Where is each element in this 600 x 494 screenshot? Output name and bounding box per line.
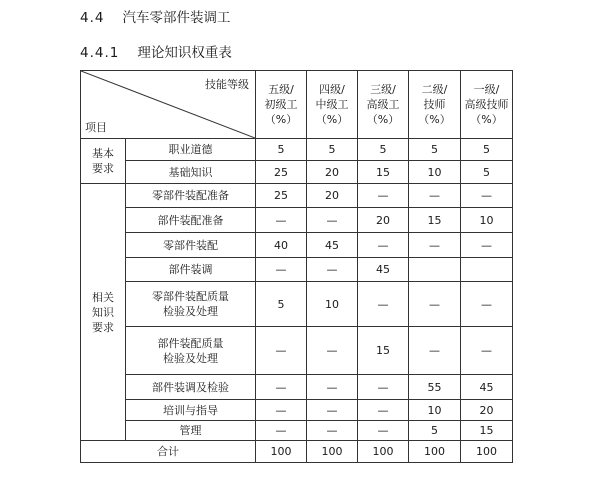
cell-value [461,258,513,282]
level-line: 技师 [423,98,446,111]
cell-value: 40 [256,233,307,258]
cell-value: 5 [307,139,358,161]
cell-value: 20 [307,161,358,184]
row-item: 零部件装配 [126,233,256,258]
row-item: 部件装调 [126,258,256,282]
header-corner-cell [81,71,256,139]
cell-value: 55 [409,375,461,400]
cell-value: — [409,282,461,327]
table-header-row [81,71,513,139]
header-item-label: 项目 [85,121,107,134]
row-item-line: 检验及处理 [163,305,218,318]
cell-value: 5 [256,282,307,327]
level-header-3 [358,71,409,139]
cell-value: — [256,421,307,441]
category-basic-requirements [81,139,126,184]
level-line: 中级工 [315,98,349,111]
category-line: 要求 [92,162,114,175]
cell-value: 20 [358,208,409,233]
cell-value: — [256,258,307,282]
header-skill-level-label: 技能等级 [205,78,249,91]
cell-value: 45 [461,375,513,400]
level-line: 三级/ [370,83,396,96]
level-line: 初级工 [264,98,298,111]
cell-value: 5 [461,139,513,161]
cell-value: 20 [307,184,358,208]
level-line: （%） [470,113,503,126]
cell-value: 10 [409,161,461,184]
cell-value: — [461,282,513,327]
cell-value: 10 [409,400,461,421]
level-line: 二级/ [421,83,448,96]
cell-value: — [358,375,409,400]
cell-value: — [461,327,513,375]
total-value: 100 [358,441,409,463]
level-header-5 [461,71,513,139]
level-line: （%） [264,113,298,126]
cell-value: — [358,400,409,421]
row-item-line: 部件装配质量 [157,336,224,350]
cell-value: — [307,421,358,441]
level-line: （%） [315,113,349,126]
cell-value: — [307,375,358,400]
category-related-knowledge [81,184,126,441]
cell-value: — [256,375,307,400]
cell-value: 5 [409,421,461,441]
cell-value: — [358,282,409,327]
category-line: 相关 [92,290,114,304]
cell-value: 45 [358,258,409,282]
subsection-title: 理论知识权重表 [137,45,232,61]
row-item [126,327,256,375]
level-header-4 [409,71,461,139]
cell-value: — [409,233,461,258]
level-line: 四级/ [319,83,345,96]
cell-value: — [409,184,461,208]
cell-value: 5 [256,139,307,161]
table-row [81,139,513,161]
cell-value: — [307,400,358,421]
cell-value: 25 [256,184,307,208]
subsection-heading [80,41,232,61]
table-row [81,421,513,441]
cell-value: 5 [461,161,513,184]
row-item: 培训与指导 [126,400,256,421]
table-row [81,327,513,375]
level-line: 高级工 [366,98,400,111]
cell-value: 25 [256,161,307,184]
cell-value [409,258,461,282]
cell-value: 10 [307,282,358,327]
cell-value: — [256,208,307,233]
cell-value: — [358,233,409,258]
cell-value: — [358,421,409,441]
cell-value: 10 [461,208,513,233]
total-value: 100 [461,441,513,463]
table-row [81,258,513,282]
row-item-line: 检验及处理 [163,351,218,365]
cell-value: — [461,184,513,208]
total-value: 100 [256,441,307,463]
cell-value: — [461,233,513,258]
total-value: 100 [307,441,358,463]
section-heading [80,6,230,26]
cell-value: — [307,327,358,375]
row-item: 部件装配准备 [126,208,256,233]
row-item: 零部件装配准备 [126,184,256,208]
table-row [81,400,513,421]
cell-value: 5 [358,139,409,161]
level-line: （%） [366,113,400,126]
category-line: 要求 [92,320,114,334]
level-line: （%） [418,113,451,126]
row-item: 职业道德 [126,139,256,161]
knowledge-weight-table [80,70,513,463]
cell-value: 45 [307,233,358,258]
cell-value: — [307,208,358,233]
cell-value: 15 [461,421,513,441]
cell-value: 5 [409,139,461,161]
cell-value: — [409,327,461,375]
cell-value: — [358,184,409,208]
row-item: 部件装调及检验 [126,375,256,400]
cell-value: — [307,258,358,282]
cell-value: 15 [409,208,461,233]
table-row [81,282,513,327]
level-header-1 [256,71,307,139]
row-item: 管理 [126,421,256,441]
cell-value: — [256,400,307,421]
level-line: 一级/ [473,83,500,96]
table-row [81,184,513,208]
table-row [81,375,513,400]
level-line: 高级技师 [464,98,509,111]
table-total-row [81,441,513,463]
row-item: 基础知识 [126,161,256,184]
cell-value: 20 [461,400,513,421]
cell-value: 15 [358,161,409,184]
section-title: 汽车零部件装调工 [122,10,231,26]
table-row [81,161,513,184]
total-label: 合计 [81,441,256,463]
subsection-number: 4.4.1 [80,45,120,61]
row-item [126,282,256,327]
table-row [81,208,513,233]
cell-value: — [256,327,307,375]
total-value: 100 [409,441,461,463]
category-line: 知识 [92,305,114,319]
level-line: 五级/ [268,83,294,96]
category-line: 基本 [92,147,114,160]
section-number: 4.4 [80,10,105,26]
level-header-2 [307,71,358,139]
row-item-line: 零部件装配质量 [152,290,229,303]
cell-value: 15 [358,327,409,375]
table-row [81,233,513,258]
